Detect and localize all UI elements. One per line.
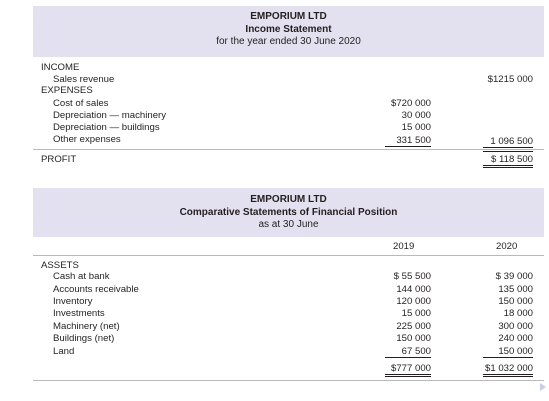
- divider: [33, 380, 544, 381]
- asset-label: Land: [53, 346, 75, 357]
- asset-label: Inventory: [53, 296, 93, 307]
- asset-value-2020: 18 000: [503, 308, 533, 319]
- asset-value-2020: $ 39 000: [495, 271, 533, 282]
- total-assets-2019: $777 000: [385, 363, 431, 377]
- asset-value-2019: 120 000: [396, 296, 431, 307]
- expense-label: Depreciation — buildings: [53, 122, 160, 133]
- asset-label: Cash at bank: [53, 271, 110, 282]
- income-statement-header: [33, 6, 544, 57]
- asset-value-2019: 15 000: [401, 308, 431, 319]
- total-assets-2020: $1 032 000: [483, 363, 533, 377]
- fp-date: as at 30 June: [258, 219, 319, 230]
- income-statement-title: Income Statement: [245, 23, 332, 35]
- asset-value-2020: 150 000: [498, 296, 533, 307]
- asset-value-2020: 135 000: [498, 284, 533, 295]
- fp-title: Comparative Statements of Financial Position: [179, 206, 398, 218]
- asset-label: Investments: [53, 308, 105, 319]
- fp-company-name: EMPORIUM LTD: [250, 194, 327, 205]
- assets-heading: ASSETS: [41, 260, 79, 271]
- total-expenses-value: 1 096 500: [483, 136, 533, 148]
- asset-value-2019: 67 500: [385, 346, 431, 358]
- asset-value-2020: 150 000: [483, 346, 533, 358]
- expense-label: Depreciation — machinery: [53, 110, 167, 121]
- profit-label: PROFIT: [41, 154, 77, 165]
- asset-value-2019: $ 55 500: [393, 271, 431, 282]
- asset-label: Machinery (net): [53, 321, 120, 332]
- column-header-2020: 2020: [496, 241, 518, 252]
- asset-label: Accounts receivable: [53, 284, 139, 295]
- expense-label: Cost of sales: [53, 98, 109, 109]
- expense-value: 30 000: [401, 110, 431, 121]
- financial-position-header: [33, 188, 544, 237]
- asset-value-2020: 240 000: [498, 333, 533, 344]
- expense-label: Other expenses: [53, 134, 121, 145]
- column-header-2019: 2019: [393, 241, 415, 252]
- asset-value-2019: 150 000: [396, 333, 431, 344]
- sales-revenue-label: Sales revenue: [53, 74, 115, 85]
- income-company-name: EMPORIUM LTD: [250, 11, 327, 22]
- next-page-arrow-icon[interactable]: [540, 383, 546, 391]
- profit-value: $ 118 500: [483, 151, 533, 168]
- expense-value-last: 331 500: [385, 134, 431, 147]
- income-heading: INCOME: [41, 62, 80, 73]
- asset-value-2020: 300 000: [498, 321, 533, 332]
- divider: [33, 149, 544, 150]
- asset-value-2019: 144 000: [396, 284, 431, 295]
- expenses-heading: EXPENSES: [41, 85, 93, 96]
- asset-value-2019: 225 000: [396, 321, 431, 332]
- sales-revenue-value: $1215 000: [487, 74, 533, 85]
- divider: [33, 255, 544, 256]
- income-statement-period: for the year ended 30 June 2020: [216, 36, 361, 47]
- expense-value: 15 000: [401, 122, 431, 133]
- expense-value: $720 000: [390, 98, 431, 109]
- asset-label: Buildings (net): [53, 333, 115, 344]
